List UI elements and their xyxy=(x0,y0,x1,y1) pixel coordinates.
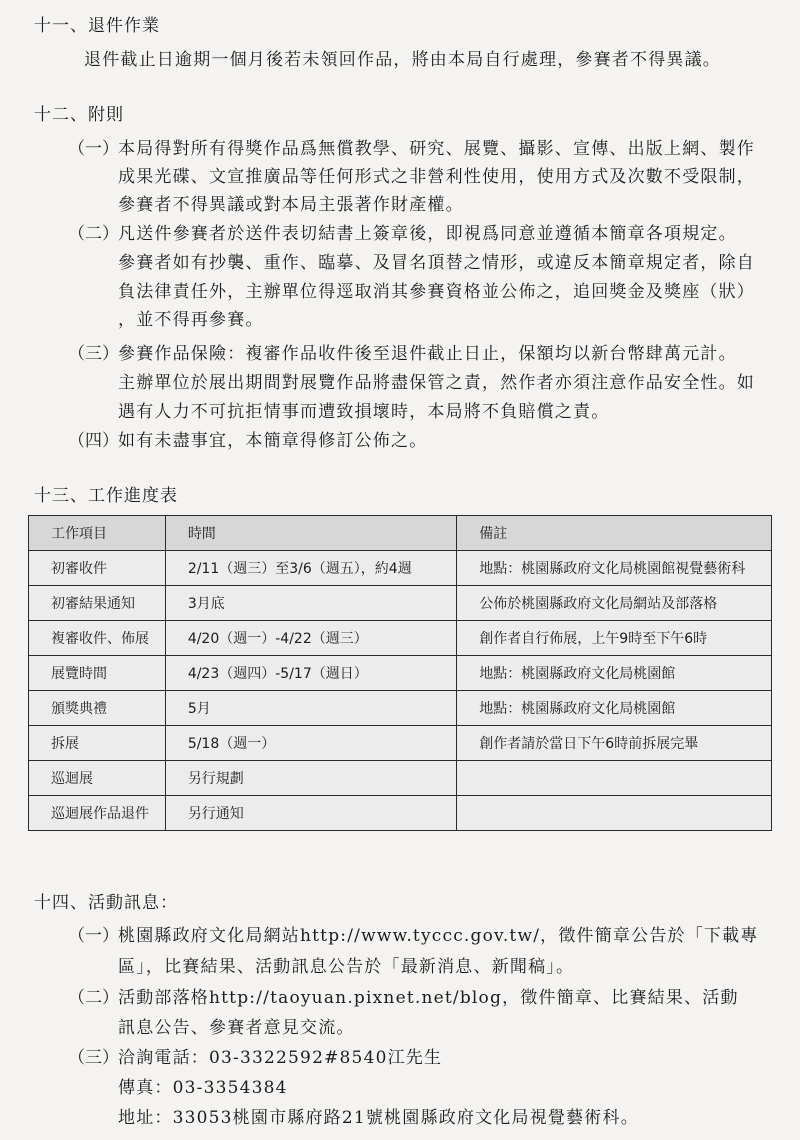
table-cell: 4/20（週一）-4/22（週三） xyxy=(165,621,456,656)
contact-phone: 洽詢電話：03-3322592#8540江先生 xyxy=(118,1048,443,1068)
table-cell: 公佈於桃園縣政府文化局網站及部落格 xyxy=(457,586,772,621)
table-row xyxy=(29,726,772,761)
table-cell: 3月底 xyxy=(165,586,456,621)
table-cell xyxy=(457,796,772,831)
column-header-notes: 備註 xyxy=(457,516,772,551)
s14-item-1-line-2: 區」，比賽結果、活動訊息公告於「最新消息、新聞稿」。 xyxy=(118,957,575,977)
table-row xyxy=(29,761,772,796)
s14-item-2-label: （二） xyxy=(68,988,119,1008)
section-12-heading: 十二、附則 xyxy=(34,105,124,125)
table-row xyxy=(29,551,772,586)
s12-item-2-line-3: 負法律責任外，主辦單位得逕取消其參賽資格並公佈之，追回獎金及獎座（狀） xyxy=(118,282,755,302)
s12-item-2-line-2: 參賽者如有抄襲、重作、臨摹、及冒名頂替之情形，或違反本簡章規定者，除自 xyxy=(118,253,755,273)
s12-item-1-line-1: 本局得對所有得獎作品爲無償教學、研究、展覽、攝影、宣傳、出版上網、製作 xyxy=(118,139,755,159)
s12-item-3-line-3: 遇有人力不可抗拒情事而遭致損壞時，本局將不負賠償之責。 xyxy=(118,402,610,422)
table-cell: 2/11（週三）至3/6（週五），約4週 xyxy=(165,551,456,586)
s14-item-2-line-2: 訊息公告、參賽者意見交流。 xyxy=(118,1018,355,1038)
table-cell: 拆展 xyxy=(29,726,166,761)
table-header-row xyxy=(29,516,772,551)
table-cell: 5/18（週一） xyxy=(165,726,456,761)
column-header-time: 時間 xyxy=(165,516,456,551)
section-14-heading: 十四、活動訊息： xyxy=(34,893,178,913)
s12-item-1-line-3: 參賽者不得異議或對本局主張著作財產權。 xyxy=(118,195,464,215)
table-cell: 4/23（週四）-5/17（週日） xyxy=(165,656,456,691)
table-cell: 地點：桃園縣政府文化局桃園館 xyxy=(457,691,772,726)
s12-item-3-label: （三） xyxy=(68,344,119,364)
s12-item-2-line-1: 凡送件參賽者於送件表切結書上簽章後，即視爲同意並遵循本簡章各項規定。 xyxy=(118,224,737,244)
table-cell: 地點：桃園縣政府文化局桃園館視覺藝術科 xyxy=(457,551,772,586)
s14-item-2-line-1: 活動部落格http://taoyuan.pixnet.net/blog，徵件簡章、比賽結果、活動 xyxy=(118,988,739,1008)
s14-item-3-label: （三） xyxy=(68,1048,119,1068)
s12-item-4-line-1: 如有未盡事宜，本簡章得修訂公佈之。 xyxy=(118,431,428,451)
table-cell: 頒獎典禮 xyxy=(29,691,166,726)
table-cell: 複審收件、佈展 xyxy=(29,621,166,656)
contact-address: 地址：33053桃園市縣府路21號桃園縣政府文化局視覺藝術科。 xyxy=(118,1108,639,1128)
s14-item-1-line-1: 桃園縣政府文化局網站http://www.tyccc.gov.tw/，徵件簡章公告於「下載專 xyxy=(118,926,759,946)
table-cell: 巡迴展 xyxy=(29,761,166,796)
table-cell: 地點：桃園縣政府文化局桃園館 xyxy=(457,656,772,691)
table-cell: 5月 xyxy=(165,691,456,726)
table-cell: 展覽時間 xyxy=(29,656,166,691)
s12-item-3-line-2: 主辦單位於展出期間對展覽作品將盡保管之責，然作者亦須注意作品安全性。如 xyxy=(118,373,755,393)
table-cell xyxy=(457,761,772,796)
s12-item-1-line-2: 成果光碟、文宣推廣品等任何形式之非營利性使用，使用方式及次數不受限制， xyxy=(118,167,755,187)
table-cell: 另行規劃 xyxy=(165,761,456,796)
s14-item-1-label: （一） xyxy=(68,926,119,946)
table-cell: 初審收件 xyxy=(29,551,166,586)
s12-item-2-label: （二） xyxy=(68,224,119,244)
table-cell: 創作者自行佈展，上午9時至下午6時 xyxy=(457,621,772,656)
column-header-item: 工作項目 xyxy=(29,516,166,551)
table-row xyxy=(29,586,772,621)
section-13-heading: 十三、工作進度表 xyxy=(34,486,178,506)
table-cell: 創作者請於當日下午6時前拆展完畢 xyxy=(457,726,772,761)
table-cell: 巡迴展作品退件 xyxy=(29,796,166,831)
section-11-body: 退件截止日逾期一個月後若未領回作品，將由本局自行處理，參賽者不得異議。 xyxy=(84,50,721,70)
schedule-table xyxy=(28,515,772,831)
table-row xyxy=(29,621,772,656)
table-row xyxy=(29,691,772,726)
contact-fax: 傳真：03-3354384 xyxy=(118,1078,288,1098)
s12-item-1-label: （一） xyxy=(68,139,119,159)
table-row xyxy=(29,656,772,691)
section-11-heading: 十一、退件作業 xyxy=(34,16,160,36)
table-cell: 初審結果通知 xyxy=(29,586,166,621)
table-cell: 另行通知 xyxy=(165,796,456,831)
s12-item-3-line-1: 參賽作品保險：複審作品收件後至退件截止日止，保額均以新台幣肆萬元計。 xyxy=(118,344,737,364)
s12-item-4-label: （四） xyxy=(68,431,119,451)
s12-item-2-line-4: ，並不得再參賽。 xyxy=(118,310,264,330)
table-row xyxy=(29,796,772,831)
